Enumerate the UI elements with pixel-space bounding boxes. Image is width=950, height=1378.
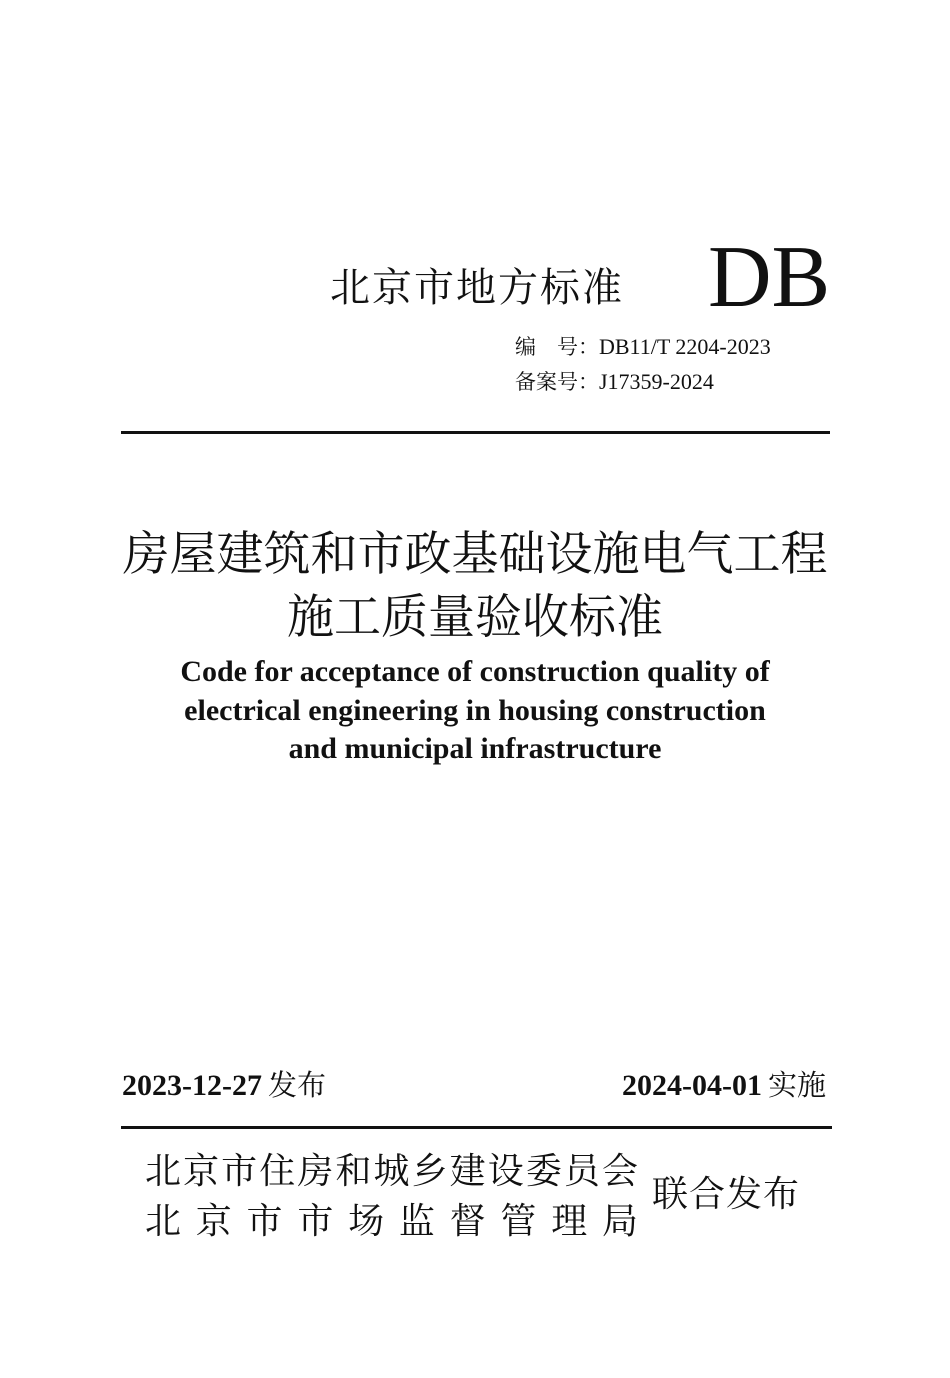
english-title-line-1: Code for acceptance of construction quality of <box>180 655 770 688</box>
standard-number-label: 编 号： <box>515 335 599 359</box>
english-title-line-2: electrical engineering in housing construction <box>184 693 766 727</box>
chinese-title-line-2: 施工质量验收标准 <box>287 590 663 645</box>
standard-type-heading: 北京市地方标准 <box>330 265 624 311</box>
english-title <box>0 653 950 769</box>
joint-release-label: 联合发布 <box>652 1174 801 1215</box>
chinese-title <box>0 523 950 649</box>
implement-date <box>622 1066 826 1105</box>
filing-number <box>515 369 714 395</box>
issuing-organizations <box>145 1147 638 1247</box>
english-title-line-3: and municipal infrastructure <box>288 732 662 765</box>
standard-number-value: DB11/T 2204-2023 <box>599 334 771 359</box>
top-divider <box>121 431 830 434</box>
chinese-title-line-1: 房屋建筑和市政基础设施电气工程 <box>122 527 828 582</box>
filing-number-label: 备案号： <box>515 370 599 394</box>
issue-date <box>122 1066 326 1105</box>
standard-number <box>515 334 771 360</box>
implement-date-label: 实施 <box>767 1068 826 1102</box>
issue-date-label: 发布 <box>267 1068 326 1102</box>
filing-number-value: J17359-2024 <box>599 369 714 394</box>
implement-date-value: 2024-04-01 <box>622 1069 762 1102</box>
issue-date-value: 2023-12-27 <box>122 1069 262 1102</box>
issuer-market-regulation: 北 京 市 市 场 监 督 管 理 局 <box>145 1201 638 1242</box>
issuer-housing-commission: 北京市住房和城乡建设委员会 <box>145 1151 638 1192</box>
db-code-mark: DB <box>708 229 831 326</box>
bottom-divider <box>121 1126 832 1129</box>
